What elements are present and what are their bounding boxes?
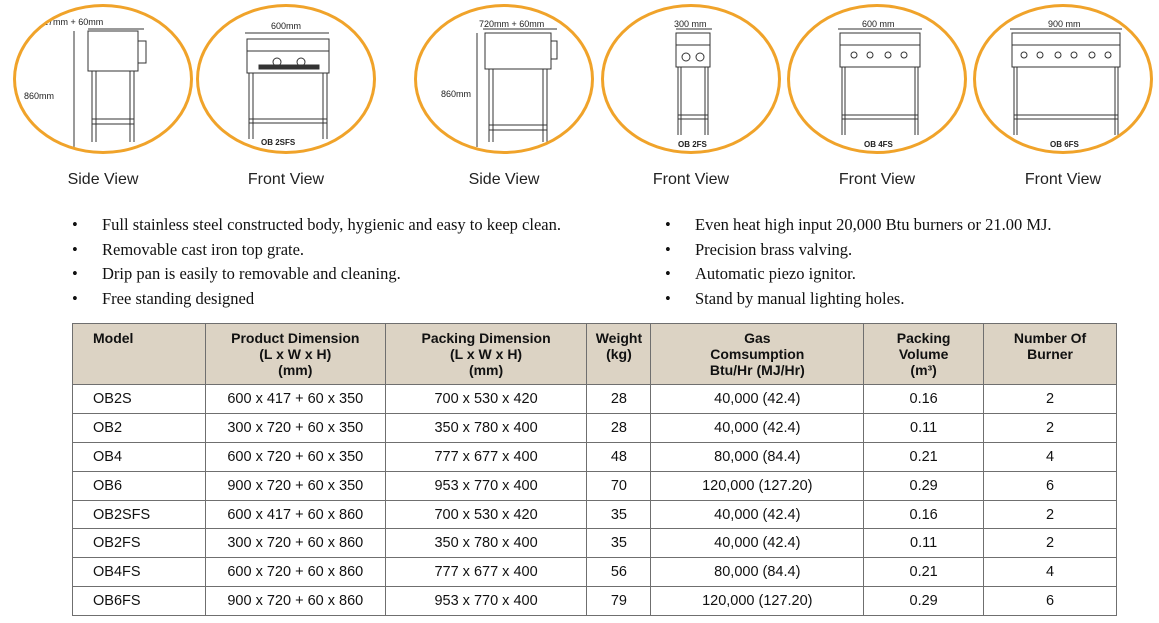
cell-packing-dimension: 953 x 770 x 400 xyxy=(385,587,587,616)
cell-packing-volume: 0.29 xyxy=(864,587,984,616)
header-packing-dimension: Packing Dimension (L x W x H) (mm) xyxy=(385,324,587,385)
table-row xyxy=(73,471,1117,500)
view-circle xyxy=(196,4,376,154)
feature-item: • Removable cast iron top grate. xyxy=(72,238,561,263)
table-body xyxy=(73,385,1117,616)
front-view-drawing xyxy=(604,7,781,154)
cell-number-of-burner: 2 xyxy=(984,529,1117,558)
cell-number-of-burner: 2 xyxy=(984,385,1117,414)
cell-packing-volume: 0.16 xyxy=(864,500,984,529)
cell-number-of-burner: 4 xyxy=(984,558,1117,587)
cell-product-dimension: 300 x 720 + 60 x 860 xyxy=(205,529,385,558)
cell-product-dimension: 300 x 720 + 60 x 350 xyxy=(205,413,385,442)
header-packing-volume: Packing Volume (m³) xyxy=(864,324,984,385)
side-dimension: 860mm xyxy=(24,91,55,101)
top-dimension: 720mm + 60mm xyxy=(479,19,545,29)
cell-packing-volume: 0.11 xyxy=(864,529,984,558)
view-caption: Front View xyxy=(838,171,916,188)
header-product-dimension: Product Dimension (L x W x H) (mm) xyxy=(205,324,385,385)
cell-packing-volume: 0.21 xyxy=(864,442,984,471)
table-row xyxy=(73,442,1117,471)
cell-weight: 70 xyxy=(587,471,651,500)
side-view-drawing xyxy=(16,7,193,154)
header-gas-consumption: Gas Comsumption Btu/Hr (MJ/Hr) xyxy=(651,324,864,385)
cell-weight: 79 xyxy=(587,587,651,616)
feature-item: • Automatic piezo ignitor. xyxy=(665,262,1052,287)
model-label: OB 6FS xyxy=(1050,140,1079,149)
table-row xyxy=(73,385,1117,414)
cell-weight: 28 xyxy=(587,385,651,414)
cell-model: OB2SFS xyxy=(73,500,206,529)
cell-weight: 35 xyxy=(587,500,651,529)
cell-packing-volume: 0.16 xyxy=(864,385,984,414)
table-header-row xyxy=(73,324,1117,385)
cell-packing-dimension: 700 x 530 x 420 xyxy=(385,500,587,529)
table-row xyxy=(73,500,1117,529)
top-dimension: 300 mm xyxy=(674,19,707,29)
cell-weight: 28 xyxy=(587,413,651,442)
cell-product-dimension: 900 x 720 + 60 x 860 xyxy=(205,587,385,616)
model-label: OB 2FS xyxy=(678,140,707,149)
view-circle xyxy=(787,4,967,154)
cell-packing-dimension: 777 x 677 x 400 xyxy=(385,442,587,471)
side-dimension: 860mm xyxy=(441,89,472,99)
cell-model: OB4 xyxy=(73,442,206,471)
product-views xyxy=(0,0,1159,195)
table-row xyxy=(73,558,1117,587)
view-circle xyxy=(601,4,781,154)
cell-packing-dimension: 700 x 530 x 420 xyxy=(385,385,587,414)
cell-gas-consumption: 40,000 (42.4) xyxy=(651,529,864,558)
cell-product-dimension: 600 x 720 + 60 x 350 xyxy=(205,442,385,471)
cell-weight: 35 xyxy=(587,529,651,558)
model-label: OB 4FS xyxy=(864,140,893,149)
front-view-drawing xyxy=(790,7,967,154)
front-view-drawing xyxy=(976,7,1153,154)
cell-product-dimension: 600 x 720 + 60 x 860 xyxy=(205,558,385,587)
cell-gas-consumption: 40,000 (42.4) xyxy=(651,385,864,414)
view-caption: Front View xyxy=(1024,171,1102,188)
cell-product-dimension: 600 x 417 + 60 x 860 xyxy=(205,500,385,529)
cell-weight: 56 xyxy=(587,558,651,587)
cell-product-dimension: 600 x 417 + 60 x 350 xyxy=(205,385,385,414)
feature-item: • Precision brass valving. xyxy=(665,238,1052,263)
cell-gas-consumption: 40,000 (42.4) xyxy=(651,413,864,442)
top-dimension: 600 mm xyxy=(862,19,895,29)
cell-packing-dimension: 350 x 780 x 400 xyxy=(385,529,587,558)
cell-gas-consumption: 120,000 (127.20) xyxy=(651,471,864,500)
cell-gas-consumption: 80,000 (84.4) xyxy=(651,558,864,587)
cell-model: OB2 xyxy=(73,413,206,442)
cell-number-of-burner: 4 xyxy=(984,442,1117,471)
cell-model: OB6 xyxy=(73,471,206,500)
features-left-column xyxy=(72,213,561,311)
feature-item: • Free standing designed xyxy=(72,287,561,312)
cell-packing-volume: 0.21 xyxy=(864,558,984,587)
cell-model: OB2S xyxy=(73,385,206,414)
feature-item: • Even heat high input 20,000 Btu burners or 21.00 MJ. xyxy=(665,213,1052,238)
table-row xyxy=(73,529,1117,558)
cell-gas-consumption: 40,000 (42.4) xyxy=(651,500,864,529)
feature-item: • Stand by manual lighting holes. xyxy=(665,287,1052,312)
top-dimension: 600mm xyxy=(271,21,302,31)
cell-packing-volume: 0.29 xyxy=(864,471,984,500)
view-caption: Front View xyxy=(652,171,730,188)
top-dimension: 900 mm xyxy=(1048,19,1081,29)
model-label: OB 2SFS xyxy=(261,138,296,147)
cell-number-of-burner: 2 xyxy=(984,413,1117,442)
header-number-of-burner: Number Of Burner xyxy=(984,324,1117,385)
cell-packing-volume: 0.11 xyxy=(864,413,984,442)
cell-model: OB6FS xyxy=(73,587,206,616)
table-row xyxy=(73,587,1117,616)
view-caption: Front View xyxy=(247,171,325,188)
cell-gas-consumption: 80,000 (84.4) xyxy=(651,442,864,471)
cell-product-dimension: 900 x 720 + 60 x 350 xyxy=(205,471,385,500)
cell-packing-dimension: 777 x 677 x 400 xyxy=(385,558,587,587)
view-circle xyxy=(973,4,1153,154)
view-caption: Side View xyxy=(468,171,540,188)
cell-packing-dimension: 953 x 770 x 400 xyxy=(385,471,587,500)
cell-number-of-burner: 6 xyxy=(984,471,1117,500)
feature-item: • Full stainless steel constructed body, hygienic and easy to keep clean. xyxy=(72,213,561,238)
cell-number-of-burner: 6 xyxy=(984,587,1117,616)
cell-number-of-burner: 2 xyxy=(984,500,1117,529)
cell-packing-dimension: 350 x 780 x 400 xyxy=(385,413,587,442)
view-circle xyxy=(13,4,193,154)
top-dimension: 417mm + 60mm xyxy=(38,17,104,27)
view-caption: Side View xyxy=(67,171,139,188)
cell-model: OB4FS xyxy=(73,558,206,587)
cell-gas-consumption: 120,000 (127.20) xyxy=(651,587,864,616)
cell-model: OB2FS xyxy=(73,529,206,558)
specification-table xyxy=(72,323,1117,616)
features-right-column xyxy=(665,213,1052,311)
side-view-drawing xyxy=(417,7,594,154)
header-model: Model xyxy=(73,324,206,385)
view-circle xyxy=(414,4,594,154)
table-row xyxy=(73,413,1117,442)
cell-weight: 48 xyxy=(587,442,651,471)
header-weight: Weight (kg) xyxy=(587,324,651,385)
feature-item: • Drip pan is easily to removable and cleaning. xyxy=(72,262,561,287)
